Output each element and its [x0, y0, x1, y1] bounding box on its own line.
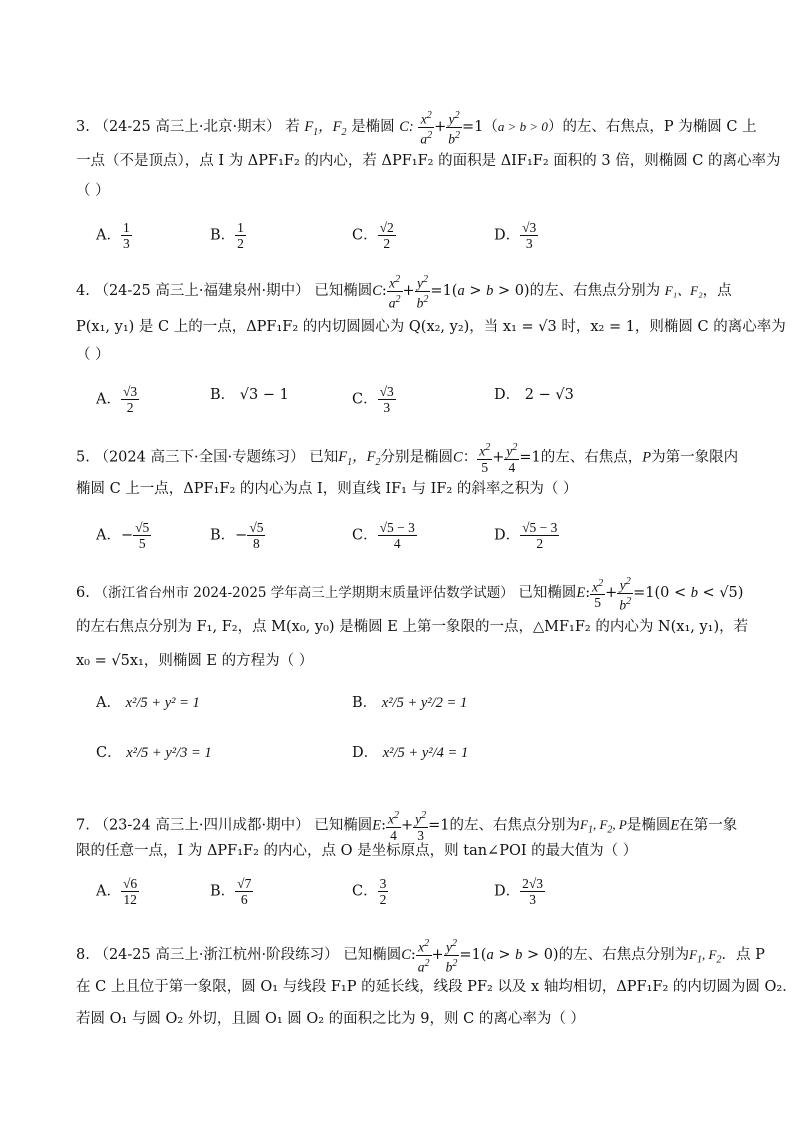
question-8-line-3: 若圆 O₁ 与圆 O₂ 外切，且圆 O₁ 圆 O₂ 的面积之比为 9，则 C 的离心率为（ ）	[76, 1011, 585, 1027]
question-5-line-1: 5. （2024 高三下·全国·专题练习） 已知$F_1$，$F_2$分别是椭圆C： $\frac{x^2}{5}$ + $\frac{y^2}{4}$ =1的左、右焦点，P为第一象限内	[76, 442, 739, 475]
q3-option-c[interactable]: C． $\frac{√2}{2}$	[352, 220, 394, 251]
q4-option-c[interactable]: C． $\frac{√3}{3}$	[352, 384, 394, 415]
question-3-paren: （ ）	[76, 183, 110, 199]
q5-option-d[interactable]: D． $\frac{√5 - 3}{2}$	[494, 520, 558, 551]
q3-option-a[interactable]: A． $\frac{1}{3}$	[96, 220, 130, 251]
question-4-line-2: P(x₁, y₁) 是 C 上的一点，ΔPF₁F₂ 的内切圆圆心为 Q(x₂, y₂)，当 x₁ = √3 时，x₂ = 1，则椭圆 C 的离心率为	[76, 319, 786, 335]
question-7-line-2: 限的任意一点，I 为 ΔPF₁F₂ 的内心，点 O 是坐标原点，则 tan∠POI 的最大值为（ ）	[76, 843, 638, 859]
q6-option-d[interactable]: D． x²/5 + y²/4 = 1	[352, 745, 469, 761]
q4-option-d[interactable]: D． 2 − √3	[494, 387, 574, 403]
question-5-line-2: 椭圆 C 上一点，ΔPF₁F₂ 的内心为点 I，则直线 IF₁ 与 IF₂ 的斜率之积为（ ）	[76, 481, 578, 497]
question-7-line-1: 7. （23-24 高三上·四川成都·期中） 已知椭圆E: $\frac{x^2}{4}$ + $\frac{y^2}{3}$ =1的左、右焦点分别为$F_1$, $F_2$, P是椭圆E在第一象	[76, 810, 738, 843]
q7-option-a[interactable]: A． $\frac{√6}{12}$	[96, 876, 138, 907]
q5-option-c[interactable]: C． $\frac{√5 - 3}{4}$	[352, 520, 415, 551]
q7-option-d[interactable]: D． $\frac{2√3}{3}$	[494, 876, 544, 907]
question-4-paren: （ ）	[76, 347, 110, 363]
question-8-line-1: 8. （24-25 高三上·浙江杭州·阶段练习） 已知椭圆C: $\frac{x^2}{a^2}$ + $\frac{y^2}{b^2}$ =1(a > b > 0)的左、右焦点分别为$F_1$, $F_2$．点 P	[76, 938, 765, 974]
question-source: （24-25 高三上·北京·期末）	[94, 119, 281, 135]
question-4-line-1: 4. （24-25 高三上·福建泉州·期中） 已知椭圆C: $\frac{x^2}{a^2}$ + $\frac{y^2}{b^2}$ =1(a > b > 0)的左、右焦点分别为 F₁、F₂，点	[76, 274, 732, 310]
q6-option-b[interactable]: B． x²/5 + y²/2 = 1	[352, 695, 468, 711]
question-6-line-1: 6. （浙江省台州市 2024-2025 学年高三上学期期末质量评估数学试题） 已知椭圆E: $\frac{x^2}{5}$ + $\frac{y^2}{b^2}$ =1(0 < b < √5)	[76, 576, 744, 612]
q3-option-b[interactable]: B． $\frac{1}{2}$	[210, 220, 244, 251]
q4-option-b[interactable]: B． √3 − 1	[210, 387, 289, 403]
q5-option-a[interactable]: A．− $\frac{√5}{5}$	[96, 520, 150, 551]
q5-option-b[interactable]: B．− $\frac{√5}{8}$	[210, 520, 264, 551]
question-6-line-2: 的左右焦点分别为 F₁, F₂，点 M(x₀, y₀) 是椭圆 E 上第一象限的一点，△MF₁F₂ 的内心为 N(x₁, y₁)，若	[76, 619, 749, 635]
q3-option-d[interactable]: D． $\frac{√3}{3}$	[494, 220, 537, 251]
question-8-line-2: 在 C 上且位于第一象限，圆 O₁ 与线段 F₁P 的延长线，线段 PF₂ 以及 x 轴均相切，ΔPF₁F₂ 的内切圆为圆 O₂．	[76, 979, 797, 995]
q7-option-c[interactable]: C． $\frac{3}{2}$	[352, 876, 387, 907]
q4-option-a[interactable]: A． $\frac{√3}{2}$	[96, 384, 138, 415]
question-number: 3.	[76, 119, 90, 135]
formula-y2-b2: $\frac{y^2}{b^2}$	[448, 110, 461, 146]
formula-x2-a2: $\frac{x^2}{a^2}$	[420, 110, 433, 146]
question-3-line-1: 3. （24-25 高三上·北京·期末） 若 $F_1$，$F_2$ 是椭圆 C: $\frac{x^2}{a^2}$ + $\frac{y^2}{b^2}$ =1（a > b > 0）的左、右焦点，P 为椭圆 C 上	[76, 110, 757, 146]
q6-option-a[interactable]: A． x²/5 + y² = 1	[96, 695, 200, 711]
q7-option-b[interactable]: B． $\frac{√7}{6}$	[210, 876, 252, 907]
q6-option-c[interactable]: C． x²/5 + y²/3 = 1	[96, 745, 212, 761]
question-6-line-3: x₀ = √5x₁，则椭圆 E 的方程为（ ）	[76, 653, 314, 669]
question-3-line-2: 一点（不是顶点），点 I 为 ΔPF₁F₂ 的内心，若 ΔPF₁F₂ 的面积是 ΔIF₁F₂ 面积的 3 倍，则椭圆 C 的离心率为	[76, 153, 781, 169]
